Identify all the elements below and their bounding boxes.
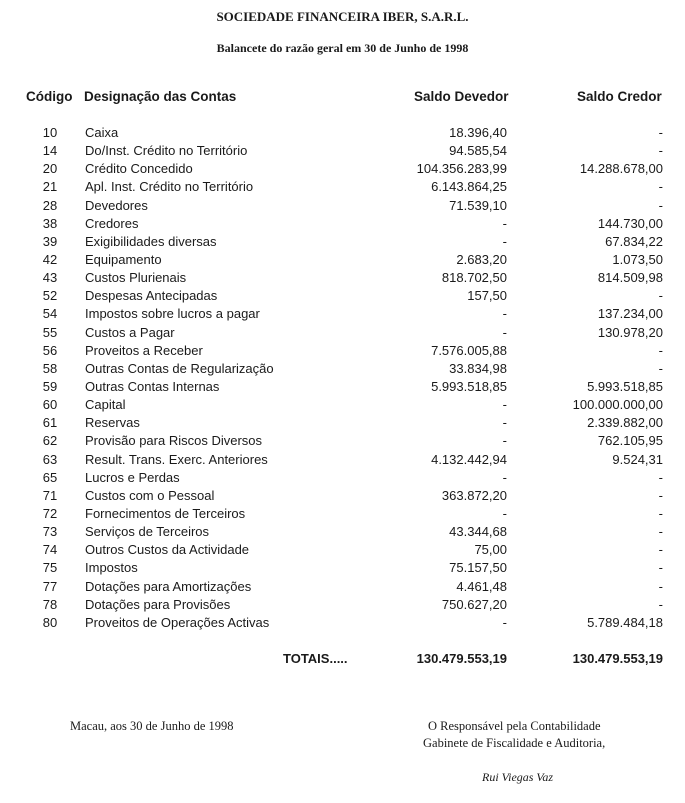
debit-balance: - (502, 415, 507, 431)
debit-balance: - (502, 469, 507, 485)
debit-balance: - (502, 215, 507, 231)
totals-debit: 130.479.553,19 (416, 651, 507, 666)
account-name: Outros Custos da Actividade (85, 542, 250, 558)
account-code: 65 (42, 469, 58, 485)
table-row (0, 414, 685, 432)
credit-balance: - (658, 469, 663, 485)
account-name: Proveitos de Operações Activas (85, 614, 270, 630)
account-code: 58 (42, 360, 58, 376)
table-row (0, 142, 685, 160)
account-code: 62 (42, 433, 58, 449)
debit-balance: - (502, 233, 507, 249)
account-name: Dotações para Amortizações (85, 578, 252, 594)
signatory-name: Rui Viegas Vaz (482, 770, 554, 784)
debit-balance: 71.539,10 (449, 197, 507, 213)
debit-balance: 818.702,50 (441, 270, 507, 286)
credit-balance: 9.524,31 (612, 451, 663, 467)
account-name: Do/Inst. Crédito no Território (85, 143, 248, 159)
credit-balance: - (658, 524, 663, 540)
credit-balance: - (658, 179, 663, 195)
table-row (0, 124, 685, 142)
account-code: 80 (42, 614, 58, 630)
account-code: 38 (42, 215, 58, 231)
account-code: 52 (42, 288, 58, 304)
debit-balance: 4.132.442,94 (431, 451, 507, 467)
account-code: 61 (42, 415, 58, 431)
debit-balance: 104.356.283,99 (416, 161, 507, 177)
debit-balance: 75.157,50 (449, 560, 507, 576)
account-code: 73 (42, 524, 58, 540)
table-row (0, 396, 685, 414)
table-row (0, 197, 685, 215)
credit-balance: - (658, 125, 663, 140)
credit-balance: 130.978,20 (597, 324, 663, 340)
account-name: Serviços de Terceiros (85, 524, 210, 540)
account-name: Exigibilidades diversas (85, 233, 217, 249)
table-row (0, 487, 685, 505)
credit-balance: 814.509,98 (597, 270, 663, 286)
account-name: Capital (85, 397, 126, 413)
debit-balance: - (502, 614, 507, 630)
table-row (0, 215, 685, 233)
account-code: 63 (42, 451, 58, 467)
table-row (0, 614, 685, 632)
table-row (0, 178, 685, 196)
debit-balance: 157,50 (467, 288, 507, 304)
account-name: Outras Contas Internas (85, 378, 220, 394)
credit-balance: - (658, 596, 663, 612)
credit-balance: - (658, 542, 663, 558)
account-code: 10 (42, 125, 58, 140)
credit-balance: 67.834,22 (605, 233, 663, 249)
debit-balance: 33.834,98 (449, 360, 507, 376)
account-code: 59 (42, 378, 58, 394)
table-row (0, 360, 685, 378)
credit-balance: 144.730,00 (597, 215, 663, 231)
account-table-body (0, 124, 685, 632)
account-code: 75 (42, 560, 58, 576)
credit-balance: 5.993.518,85 (587, 378, 663, 394)
account-name: Credores (85, 215, 139, 231)
responsible-department: Gabinete de Fiscalidade e Auditoria, (423, 736, 606, 750)
credit-balance: - (658, 342, 663, 358)
credit-balance: - (658, 197, 663, 213)
debit-balance: 750.627,20 (441, 596, 507, 612)
credit-balance: - (658, 505, 663, 521)
debit-balance: - (502, 306, 507, 322)
responsible-title: O Responsável pela Contabilidade (428, 719, 601, 733)
account-name: Custos a Pagar (85, 324, 175, 340)
credit-balance: - (658, 578, 663, 594)
debit-balance: - (502, 397, 507, 413)
account-code: 21 (42, 179, 58, 195)
credit-balance: 100.000.000,00 (572, 397, 663, 413)
account-code: 56 (42, 342, 58, 358)
debit-balance: 7.576.005,88 (431, 342, 507, 358)
column-header-code: Código (26, 89, 73, 104)
account-code: 78 (42, 596, 58, 612)
account-code: 54 (42, 306, 58, 322)
table-row (0, 160, 685, 178)
account-code: 28 (42, 197, 58, 213)
account-name: Equipamento (85, 251, 162, 267)
credit-balance: 14.288.678,00 (579, 161, 663, 177)
account-code: 39 (42, 233, 58, 249)
account-name: Lucros e Perdas (85, 469, 180, 485)
debit-balance: - (502, 505, 507, 521)
column-header-name: Designação das Contas (84, 89, 237, 104)
account-name: Dotações para Provisões (85, 596, 231, 612)
debit-balance: 94.585,54 (449, 143, 507, 159)
debit-balance: - (502, 433, 507, 449)
debit-balance: 4.461,48 (456, 578, 507, 594)
credit-balance: - (658, 143, 663, 159)
credit-balance: - (658, 360, 663, 376)
account-code: 74 (42, 542, 58, 558)
credit-balance: - (658, 560, 663, 576)
table-row (0, 233, 685, 251)
account-name: Crédito Concedido (85, 161, 193, 177)
credit-balance: 1.073,50 (612, 251, 663, 267)
table-row (0, 269, 685, 287)
account-name: Reservas (85, 415, 140, 431)
account-name: Provisão para Riscos Diversos (85, 433, 263, 449)
account-code: 42 (42, 251, 58, 267)
debit-balance: 5.993.518,85 (431, 378, 507, 394)
debit-balance: 43.344,68 (449, 524, 507, 540)
account-code: 77 (42, 578, 58, 594)
debit-balance: 2.683,20 (456, 251, 507, 267)
table-row (0, 505, 685, 523)
table-row (0, 342, 685, 360)
credit-balance: 137.234,00 (597, 306, 663, 322)
account-name: Custos Plurienais (85, 270, 187, 286)
debit-balance: 75,00 (474, 542, 507, 558)
account-code: 71 (42, 487, 58, 503)
account-name: Apl. Inst. Crédito no Território (85, 179, 254, 195)
credit-balance: - (658, 288, 663, 304)
table-row (0, 378, 685, 396)
document-subtitle: Balancete do razão geral em 30 de Junho de 1998 (216, 41, 469, 55)
credit-balance: 762.105,95 (597, 433, 663, 449)
totals-credit: 130.479.553,19 (572, 651, 663, 666)
table-row (0, 596, 685, 614)
account-code: 20 (42, 161, 58, 177)
column-header-credit: Saldo Credor (577, 89, 662, 104)
account-name: Custos com o Pessoal (85, 487, 215, 503)
account-name: Impostos (85, 560, 138, 576)
account-name: Impostos sobre lucros a pagar (85, 306, 260, 322)
table-row (0, 469, 685, 487)
account-name: Devedores (85, 197, 148, 213)
debit-balance: 18.396,40 (449, 125, 507, 140)
account-name: Fornecimentos de Terceiros (85, 505, 246, 521)
account-code: 72 (42, 505, 58, 521)
column-header-debit: Saldo Devedor (414, 89, 509, 104)
table-row (0, 451, 685, 469)
account-code: 60 (42, 397, 58, 413)
table-row (0, 541, 685, 559)
company-name: SOCIEDADE FINANCEIRA IBER, S.A.R.L. (216, 9, 469, 24)
account-code: 43 (42, 270, 58, 286)
account-name: Proveitos a Receber (85, 342, 203, 358)
account-code: 14 (42, 143, 58, 159)
table-row (0, 578, 685, 596)
debit-balance: 6.143.864,25 (431, 179, 507, 195)
account-name: Outras Contas de Regularização (85, 360, 274, 376)
table-row (0, 523, 685, 541)
account-code: 55 (42, 324, 58, 340)
table-row (0, 287, 685, 305)
credit-balance: 5.789.484,18 (587, 614, 663, 630)
place-date: Macau, aos 30 de Junho de 1998 (70, 719, 234, 733)
credit-balance: - (658, 487, 663, 503)
account-name: Caixa (85, 125, 119, 140)
table-row (0, 432, 685, 450)
account-name: Result. Trans. Exerc. Anteriores (85, 451, 268, 467)
totals-label: TOTAIS..... (283, 651, 348, 666)
table-row (0, 324, 685, 342)
debit-balance: 363.872,20 (441, 487, 507, 503)
account-name: Despesas Antecipadas (85, 288, 218, 304)
debit-balance: - (502, 324, 507, 340)
table-row (0, 559, 685, 577)
table-row (0, 251, 685, 269)
table-row (0, 305, 685, 323)
credit-balance: 2.339.882,00 (587, 415, 663, 431)
